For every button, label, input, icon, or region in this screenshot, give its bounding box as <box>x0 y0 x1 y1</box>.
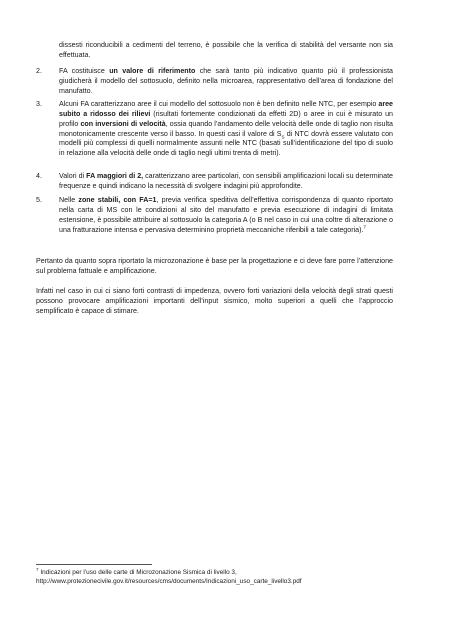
bold-run: zone stabili, con FA=1 <box>78 196 157 204</box>
text-run: , previa verifica speditiva dell’effettiva corrispondenza di quanto riportato nella carta di MS con le condizioni al sito del manufatto e previa esecuzione di indagini di limitata estensione, è possibile attribuire al sottosuolo la categoria A (o B nel caso in cui una coltre di alterazione o una fratturazione intensa e pervasiva determinino proprietà meccaniche riferibili a tale categoria). <box>59 196 393 234</box>
list-text <box>59 196 393 235</box>
list-text <box>59 67 393 97</box>
text-run: (risultati fortemente condizionati da effetti 2D) o aree in cui è misurato un profilo <box>59 109 393 128</box>
footnote-text: Indicazioni per l’uso delle carte di Microzonazione Sismica di livello 3, <box>38 569 237 576</box>
text-run: caratterizzano aree particolari, con sensibili amplificazioni locali su determinate frequenze e quindi indicano la necessità di svolgere indagini più approfondite. <box>59 172 393 190</box>
list-item-4 <box>36 172 393 192</box>
bold-run: con inversioni di velocità <box>80 119 166 128</box>
list-item-5 <box>36 196 393 235</box>
list-number: 3. <box>36 100 42 108</box>
body-paragraph: Infatti nel caso in cui ci siano forti contrasti di impedenza, ovvero forti variazioni della velocità degli strati questi possono provocare amplificazioni importanti dell’input sismico, molto superiori a quelli che l’approccio semplificato è capace di stimare. <box>36 287 393 315</box>
footnote-link[interactable]: http://www.protezionecivile.gov.it/resources/cms/documents/Indicazioni_uso_carte_livello3.pdf <box>36 578 302 585</box>
list-item-2 <box>36 67 393 97</box>
list-number: 2. <box>36 67 42 75</box>
intro-paragraph: dissesti riconducibili a cedimenti del terreno, è possibile che la verifica di stabilità del versante non sia effettuata. <box>59 41 393 59</box>
footnote-mark: 7 <box>36 566 39 572</box>
body-paragraph: Pertanto da quanto sopra riportato la microzonazione è base per la progettazione e ci deve fare porre l’attenzione sul problema fattuale e amplificazione. <box>36 257 393 275</box>
text-run: Nelle <box>59 196 79 204</box>
footnote <box>36 568 396 586</box>
bold-run: FA maggiori di 2, <box>86 172 144 180</box>
bold-run: aree subito a ridosso dei rilievi <box>59 100 393 118</box>
list-item-3 <box>36 100 393 159</box>
list-number: 4. <box>36 172 42 180</box>
subscript: S <box>281 133 285 139</box>
text-run: Valori di <box>59 172 87 180</box>
bold-run: un valore di riferimento <box>109 67 196 75</box>
text-run: FA costituisce <box>59 67 110 75</box>
footnote-reference: 7 <box>363 224 366 230</box>
list-number: 5. <box>36 196 42 204</box>
list-text <box>59 100 393 159</box>
footnote-separator <box>36 564 152 565</box>
text-run: che sarà tanto più indicativo quanto più il professionista giudicherà il modello del sottosuolo, definito nella microarea, rappresentativo dell’area di fondazione del manufatto. <box>59 67 393 95</box>
list-text <box>59 172 393 192</box>
text-run: Alcuni FA caratterizzano aree il cui modello del sottosuolo non è ben definito nelle NTC, per esempio <box>59 100 379 108</box>
text-run: , ossia quando l’andamento delle velocità delle onde di taglio non risulta monotonicamente crescente verso il basso. In questi casi il valore di S <box>59 119 393 138</box>
text-run: di NTC dovrà essere valutato con modelli più complessi di quelli normalmente assunti nelle NTC (basati sull’identificazione del tipo di suolo in relazione alla velocità delle onde di taglio negli ultimi trenta di metri). <box>59 129 393 158</box>
